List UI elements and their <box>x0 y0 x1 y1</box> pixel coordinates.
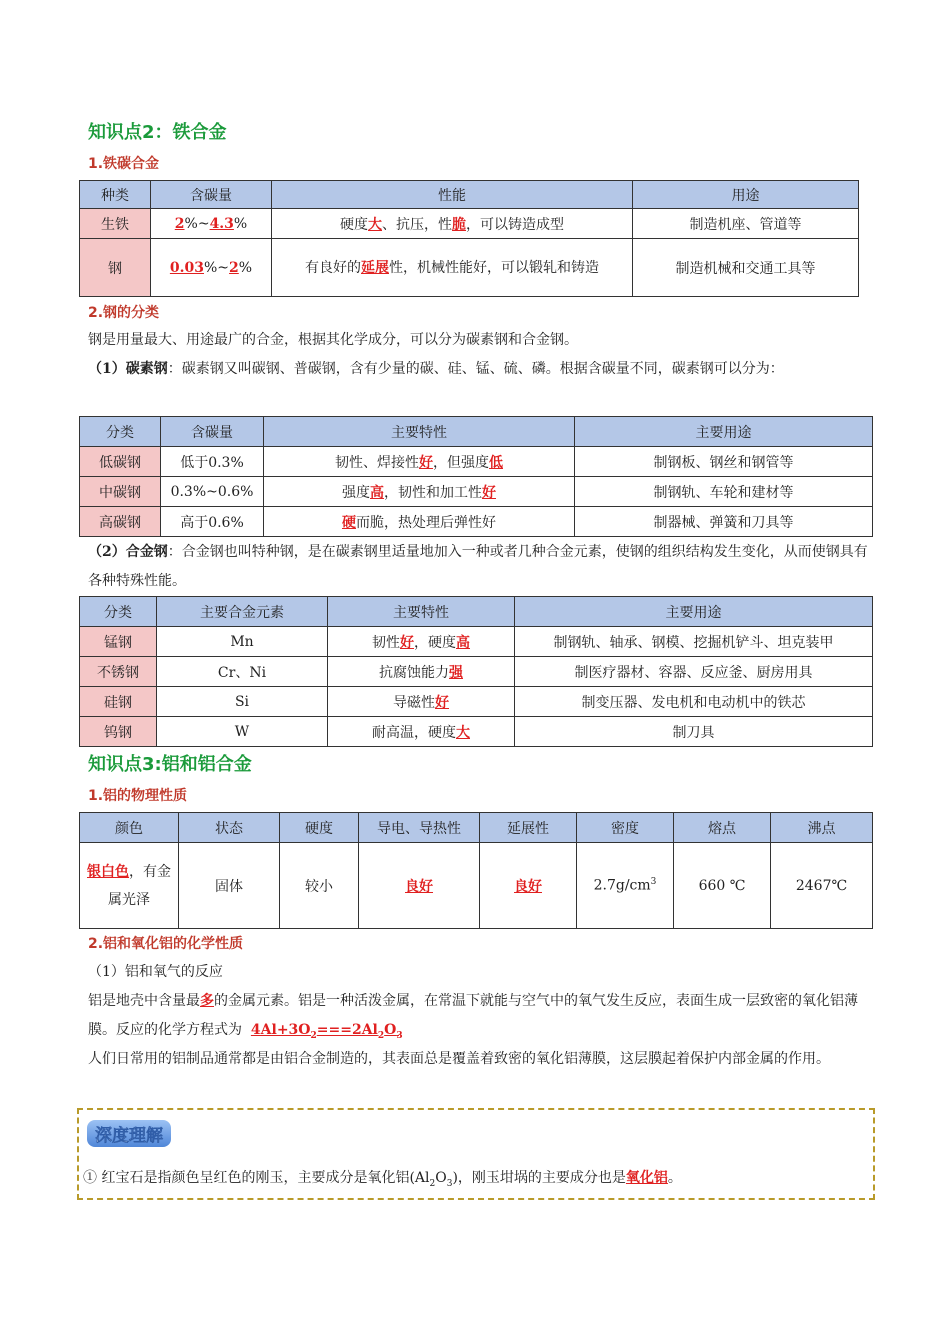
iron-carbon-table <box>79 180 859 297</box>
th-feature: 主要特性 <box>264 417 575 447</box>
th-density: 密度 <box>577 813 674 843</box>
cell-melting: 660 ℃ <box>674 843 771 929</box>
th-element: 主要合金元素 <box>157 597 328 627</box>
al-chem-title: 2.铝和氧化铝的化学性质 <box>88 936 244 952</box>
cell-carbon: 0.3%~0.6% <box>161 477 264 507</box>
cell-density: $2.7g/cm^3$ <box>577 843 674 929</box>
deep-understanding-text: ① 红宝石是指颜色呈红色的刚玉，主要成分是氧化铝$(Al_2O_3)$，刚玉坩埚的主要成分也是氧化铝。 <box>83 1170 682 1189</box>
th-type: 种类 <box>80 181 151 209</box>
cell-class: 低碳钢 <box>80 447 161 477</box>
table-row <box>80 657 873 687</box>
th-ductility: 延展性 <box>480 813 577 843</box>
alloy-steel-table <box>79 596 873 747</box>
table-row <box>80 627 873 657</box>
cell-use: 制钢轨、轴承、钢模、挖掘机铲斗、坦克装甲 <box>515 627 873 657</box>
cell-props: 有良好的延展性，机械性能好，可以锻轧和铸造 <box>272 239 633 297</box>
th-melting: 熔点 <box>674 813 771 843</box>
th-feature: 主要特性 <box>328 597 515 627</box>
cell-use: 制变压器、发电机和电动机中的铁芯 <box>515 687 873 717</box>
cell-element: Si <box>157 687 328 717</box>
th-hardness: 硬度 <box>280 813 359 843</box>
th-carbon: 含碳量 <box>161 417 264 447</box>
cell-feature: 抗腐蚀能力强 <box>328 657 515 687</box>
al-physical-table <box>79 812 873 929</box>
cell-use: 制医疗器材、容器、反应釜、厨房用具 <box>515 657 873 687</box>
th-props: 性能 <box>272 181 633 209</box>
cell-feature: 硬而脆，热处理后弹性好 <box>264 507 575 537</box>
table-row <box>80 507 873 537</box>
kp2-title: 知识点2：铁合金 <box>88 122 227 143</box>
al-physical-title: 1.铝的物理性质 <box>88 788 188 804</box>
cell-state: 固体 <box>179 843 280 929</box>
cell-ductility: 良好 <box>480 843 577 929</box>
cell-hardness: 较小 <box>280 843 359 929</box>
cell-feature: 韧性、焊接性好，但强度低 <box>264 447 575 477</box>
cell-color: 银白色，有金属光泽 <box>80 843 179 929</box>
cell-feature: 耐高温，硬度大 <box>328 717 515 747</box>
al-protection-para: 人们日常用的铝制品通常都是由铝合金制造的，其表面总是覆盖着致密的氧化铝薄膜，这层膜起着保护内部金属的作用。 <box>88 1051 830 1067</box>
cell-class: 中碳钢 <box>80 477 161 507</box>
cell-use: 制钢板、钢丝和钢管等 <box>575 447 873 477</box>
deep-understanding-box <box>77 1108 875 1200</box>
cell-props: 硬度大、抗压，性脆，可以铸造成型 <box>272 209 633 239</box>
cell-carbon: 高于0.6% <box>161 507 264 537</box>
cell-element: Cr、Ni <box>157 657 328 687</box>
alloy-steel-para: （2）合金钢：合金钢也叫特种钢，是在碳素钢里适量地加入一种或者几种合金元素，使钢的组织结构发生变化，从而使钢具有各种特殊性能。 <box>88 544 868 589</box>
cell-use: 制造机座、管道等 <box>633 209 859 239</box>
cell-use: 制钢轨、车轮和建材等 <box>575 477 873 507</box>
th-use: 主要用途 <box>515 597 873 627</box>
th-boiling: 沸点 <box>771 813 873 843</box>
table-row <box>80 717 873 747</box>
carbon-steel-para: （1）碳素钢：碳素钢又叫碳钢、普碳钢，含有少量的碳、硅、锰、硫、磷。根据含碳量不同，碳素钢可以分为： <box>88 361 784 377</box>
cell-feature: 强度高，韧性和加工性好 <box>264 477 575 507</box>
cell-element: Mn <box>157 627 328 657</box>
table-row <box>80 447 873 477</box>
cell-element: W <box>157 717 328 747</box>
reaction-equation: $4Al+3O_2===2Al_2O_3$ <box>250 1022 403 1041</box>
cell-class: 钨钢 <box>80 717 157 747</box>
table-row <box>80 209 859 239</box>
cell-use: 制刀具 <box>515 717 873 747</box>
cell-boiling: 2467℃ <box>771 843 873 929</box>
th-class: 分类 <box>80 417 161 447</box>
al-reaction-para: 铝是地壳中含量最多的金属元素。铝是一种活泼金属，在常温下就能与空气中的氧气发生反应，表面生成一层致密的氧化铝薄膜。反应的化学方程式为 $4Al+3O_2===2Al_2O_3$ <box>88 993 858 1041</box>
th-use: 主要用途 <box>575 417 873 447</box>
carbon-steel-table <box>79 416 873 537</box>
table-row <box>80 477 873 507</box>
table-row <box>80 687 873 717</box>
cell-class: 不锈钢 <box>80 657 157 687</box>
deep-understanding-badge: 深度理解 <box>87 1120 171 1147</box>
cell-type: 钢 <box>80 239 151 297</box>
table-row <box>80 843 873 929</box>
steel-intro: 钢是用量最大、用途最广的合金，根据其化学成分，可以分为碳素钢和合金钢。 <box>88 332 578 348</box>
cell-carbon: 2%~4.3% <box>151 209 272 239</box>
cell-use: 制造机械和交通工具等 <box>633 239 859 297</box>
th-color: 颜色 <box>80 813 179 843</box>
cell-conductivity: 良好 <box>359 843 480 929</box>
cell-type: 生铁 <box>80 209 151 239</box>
cell-carbon: 0.03%~2% <box>151 239 272 297</box>
cell-class: 硅钢 <box>80 687 157 717</box>
cell-carbon: 低于0.3% <box>161 447 264 477</box>
cell-class: 锰钢 <box>80 627 157 657</box>
th-class: 分类 <box>80 597 157 627</box>
th-state: 状态 <box>179 813 280 843</box>
al-oxygen-subtitle: （1）铝和氧气的反应 <box>88 964 223 980</box>
table-row <box>80 239 859 297</box>
cell-feature: 韧性好，硬度高 <box>328 627 515 657</box>
iron-carbon-title: 1.铁碳合金 <box>88 156 160 172</box>
kp3-title: 知识点3:铝和铝合金 <box>88 754 252 775</box>
th-carbon: 含碳量 <box>151 181 272 209</box>
th-use: 用途 <box>633 181 859 209</box>
cell-feature: 导磁性好 <box>328 687 515 717</box>
cell-class: 高碳钢 <box>80 507 161 537</box>
cell-use: 制器械、弹簧和刀具等 <box>575 507 873 537</box>
th-conductivity: 导电、导热性 <box>359 813 480 843</box>
steel-class-title: 2.钢的分类 <box>88 305 160 321</box>
